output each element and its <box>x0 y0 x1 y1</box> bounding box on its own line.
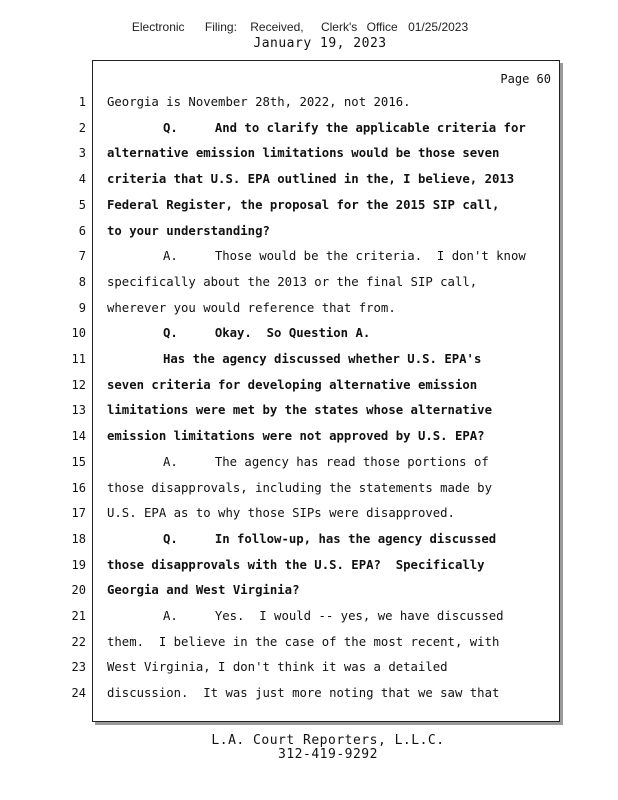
line-number: 13 <box>71 403 86 417</box>
line-text: Q. And to clarify the applicable criteria for <box>163 121 526 135</box>
stamp-word: 01/25/2023 <box>408 20 469 34</box>
line-text: U.S. EPA as to why those SIPs were disapproved. <box>107 506 455 520</box>
line-text: limitations were met by the states whose alternative <box>107 403 492 417</box>
reporter-company: L.A. Court Reporters, L.L.C. <box>211 733 445 748</box>
line-text: criteria that U.S. EPA outlined in the, I believe, 2013 <box>107 172 515 186</box>
line-number: 23 <box>71 660 86 674</box>
line-number: 2 <box>78 121 86 135</box>
line-number: 19 <box>71 558 86 572</box>
line-number: 7 <box>78 249 86 263</box>
line-number: 3 <box>78 146 86 160</box>
line-text: discussion. It was just more noting that we saw that <box>107 686 500 700</box>
transcript-date: January 19, 2023 <box>253 36 387 51</box>
reporter-phone: 312-419-9292 <box>278 747 378 762</box>
line-number: 11 <box>71 352 86 366</box>
line-text: A. Those would be the criteria. I don't know <box>163 249 526 263</box>
line-text: specifically about the 2013 or the final SIP call, <box>107 275 478 289</box>
line-number: 24 <box>71 686 86 700</box>
line-text: emission limitations were not approved by U.S. EPA? <box>107 429 485 443</box>
line-number: 15 <box>71 455 86 469</box>
line-number: 4 <box>78 172 86 186</box>
line-number: 18 <box>71 532 86 546</box>
line-text: Georgia and West Virginia? <box>107 583 300 597</box>
stamp-word: Electronic <box>131 20 185 34</box>
line-text: them. I believe in the case of the most recent, with <box>107 635 500 649</box>
line-number: 1 <box>78 95 86 109</box>
line-text: Q. In follow-up, has the agency discussed <box>163 532 497 546</box>
line-number: 21 <box>71 609 86 623</box>
line-text: to your understanding? <box>107 224 270 238</box>
line-text: Federal Register, the proposal for the 2015 SIP call, <box>107 198 500 212</box>
line-number: 9 <box>78 301 86 315</box>
line-text: those disapprovals with the U.S. EPA? Specifically <box>107 558 485 572</box>
line-text: Georgia is November 28th, 2022, not 2016. <box>107 95 411 109</box>
line-text: Q. Okay. So Question A. <box>163 326 371 340</box>
page-number: Page 60 <box>500 72 551 86</box>
line-number: 20 <box>71 583 86 597</box>
line-number: 6 <box>78 224 86 238</box>
line-number: 17 <box>71 506 86 520</box>
line-text: A. Yes. I would -- yes, we have discussed <box>163 609 504 623</box>
line-text: wherever you would reference that from. <box>107 301 396 315</box>
line-text: A. The agency has read those portions of <box>163 455 489 469</box>
line-number: 8 <box>78 275 86 289</box>
line-text: West Virginia, I don't think it was a detailed <box>107 660 448 674</box>
line-number: 10 <box>71 326 86 340</box>
filing-stamp <box>0 20 600 34</box>
stamp-word: Received, <box>250 20 304 34</box>
line-text: alternative emission limitations would be those seven <box>107 146 500 160</box>
line-number: 16 <box>71 481 86 495</box>
stamp-word: Office <box>366 20 398 34</box>
line-number: 5 <box>78 198 86 212</box>
stamp-word: Filing: <box>204 20 237 34</box>
line-number: 14 <box>71 429 86 443</box>
line-number: 12 <box>71 378 86 392</box>
line-text: Has the agency discussed whether U.S. EPA's <box>163 352 482 366</box>
line-text: those disapprovals, including the statements made by <box>107 481 492 495</box>
stamp-word: Clerk's <box>320 20 358 34</box>
line-text: seven criteria for developing alternative emission <box>107 378 478 392</box>
line-number: 22 <box>71 635 86 649</box>
